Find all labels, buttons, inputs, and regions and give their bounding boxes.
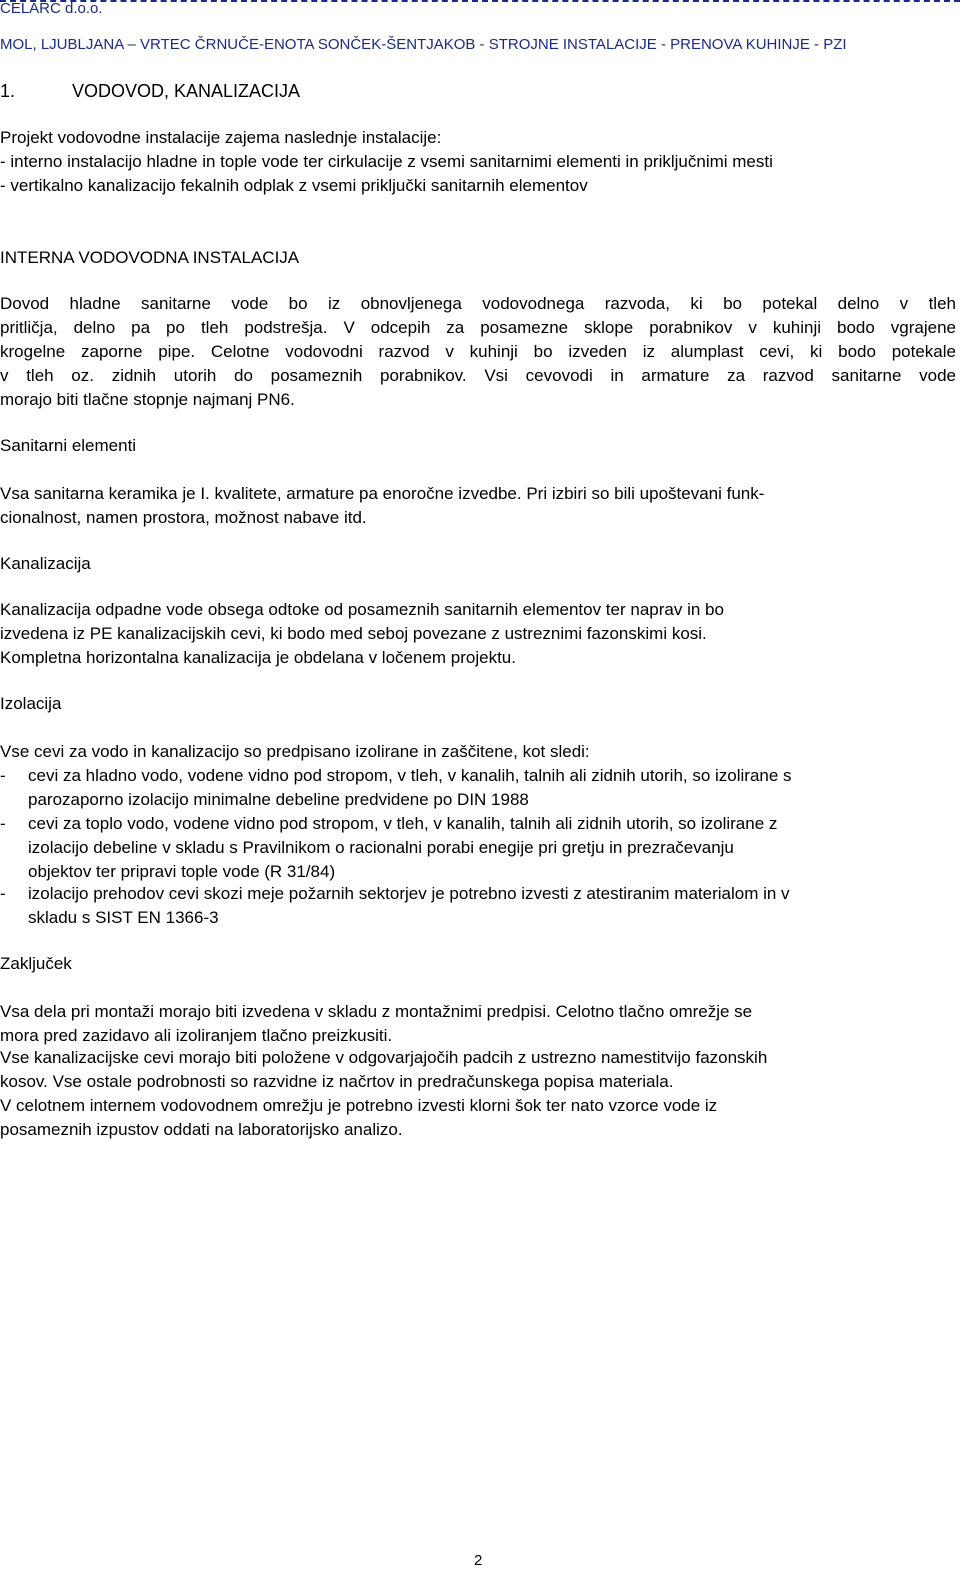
paragraph-line: Vsa sanitarna keramika je I. kvalitete, armature pa enoročne izvedbe. Pri izbiri so bili upoštevani funk-: [0, 484, 765, 503]
paragraph-line: kosov. Vse ostale podrobnosti so razvidne iz načrtov in predračunskega popisa materiala.: [0, 1072, 674, 1091]
section-number: 1.: [0, 81, 16, 101]
list-dash: -: [0, 814, 6, 833]
paragraph-line: Dovod hladne sanitarne vode bo iz obnovljenega vodovodnega razvoda, ki bo potekal delno v tleh: [0, 294, 956, 313]
list-dash: -: [0, 884, 6, 903]
list-item-line: cevi za toplo vodo, vodene vidno pod stropom, v tleh, v kanalih, talnih ali zidnih utorih, so izolirane z: [28, 814, 778, 833]
project-title: MOL, LJUBLJANA – VRTEC ČRNUČE-ENOTA SONČEK-ŠENTJAKOB - STROJNE INSTALACIJE - PRENOVA KUHINJE - PZI: [0, 36, 847, 53]
paragraph-line: Vse kanalizacijske cevi morajo biti položene v odgovarjajočih padcih z ustrezno namestitvijo fazonskih: [0, 1048, 768, 1067]
paragraph-line: V celotnem internem vodovodnem omrežju je potrebno izvesti klorni šok ter nato vzorce vode iz: [0, 1096, 718, 1115]
list-item-line: izolacijo prehodov cevi skozi meje požarnih sektorjev je potrebno izvesti z atestiranim materialom in v: [28, 884, 790, 903]
zakljucek-heading: Zaključek: [0, 954, 72, 973]
paragraph-line: v tleh oz. zidnih utorih do posameznih porabnikov. Vsi cevovodi in armature za razvod sanitarne vode: [0, 366, 956, 385]
list-dash: -: [0, 766, 6, 785]
list-item: [0, 764, 956, 812]
company-name: CELARC d.o.o.: [0, 0, 103, 17]
paragraph-line: Kanalizacija odpadne vode obsega odtoke od posameznih sanitarnih elementov ter naprav in bo: [0, 600, 724, 619]
paragraph-line: Kompletna horizontalna kanalizacija je obdelana v ločenem projektu.: [0, 648, 516, 667]
section-heading: [0, 79, 300, 103]
paragraph-line: Vsa dela pri montaži morajo biti izvedena v skladu z montažnimi predpisi. Celotno tlačno omrežje se: [0, 1002, 753, 1021]
sanitarni-heading: Sanitarni elementi: [0, 436, 137, 455]
list-item: [0, 812, 956, 884]
paragraph-line: izvedena iz PE kanalizacijskih cevi, ki bodo med seboj povezane z ustreznimi fazonskimi kosi.: [0, 624, 707, 643]
paragraph-line: mora pred zazidavo ali izoliranjem tlačno preizkusiti.: [0, 1026, 393, 1045]
intro-line: Projekt vodovodne instalacije zajema naslednje instalacije:: [0, 128, 442, 147]
intro-line: - vertikalno kanalizacijo fekalnih odplak z vsemi priključki sanitarnih elementov: [0, 176, 588, 195]
intro-line: - interno instalacijo hladne in tople vode ter cirkulacije z vsemi sanitarnimi elementi in priključnimi mesti: [0, 152, 773, 171]
paragraph-line: morajo biti tlačne stopnje najmanj PN6.: [0, 390, 295, 409]
section-title: VODOVOD, KANALIZACIJA: [72, 81, 301, 101]
list-item-line: parozaporno izolacijo minimalne debeline predvidene po DIN 1988: [28, 790, 529, 809]
list-item-line: objektov ter pripravi tople vode (R 31/84): [28, 862, 336, 881]
izolacija-heading: Izolacija: [0, 694, 62, 713]
paragraph-line: posameznih izpustov oddati na laboratorijsko analizo.: [0, 1120, 403, 1139]
kanalizacija-heading: Kanalizacija: [0, 554, 91, 573]
list-item-line: cevi za hladno vodo, vodene vidno pod stropom, v tleh, v kanalih, talnih ali zidnih utorih, so izolirane s: [28, 766, 792, 785]
paragraph-line: krogelne zaporne pipe. Celotne vodovodni razvod v kuhinji bo izveden iz alumplast cevi, ki bodo potekale: [0, 342, 956, 361]
interna-heading: INTERNA VODOVODNA INSTALACIJA: [0, 248, 300, 267]
header-divider: [0, 0, 960, 2]
page-number: 2: [474, 1552, 483, 1569]
list-item: [0, 882, 956, 930]
paragraph-line: Vse cevi za vodo in kanalizacijo so predpisano izolirane in zaščitene, kot sledi:: [0, 742, 590, 761]
paragraph-line: cionalnost, namen prostora, možnost nabave itd.: [0, 508, 367, 527]
paragraph-line: pritličja, delno pa po tleh podstrešja. V odcepih za posamezne sklope porabnikov v kuhinji bodo vgrajene: [0, 318, 956, 337]
list-item-line: izolacijo debeline v skladu s Pravilnikom o racionalni porabi enegije pri gretju in prezračevanju: [28, 838, 734, 857]
list-item-line: skladu s SIST EN 1366-3: [28, 908, 219, 927]
